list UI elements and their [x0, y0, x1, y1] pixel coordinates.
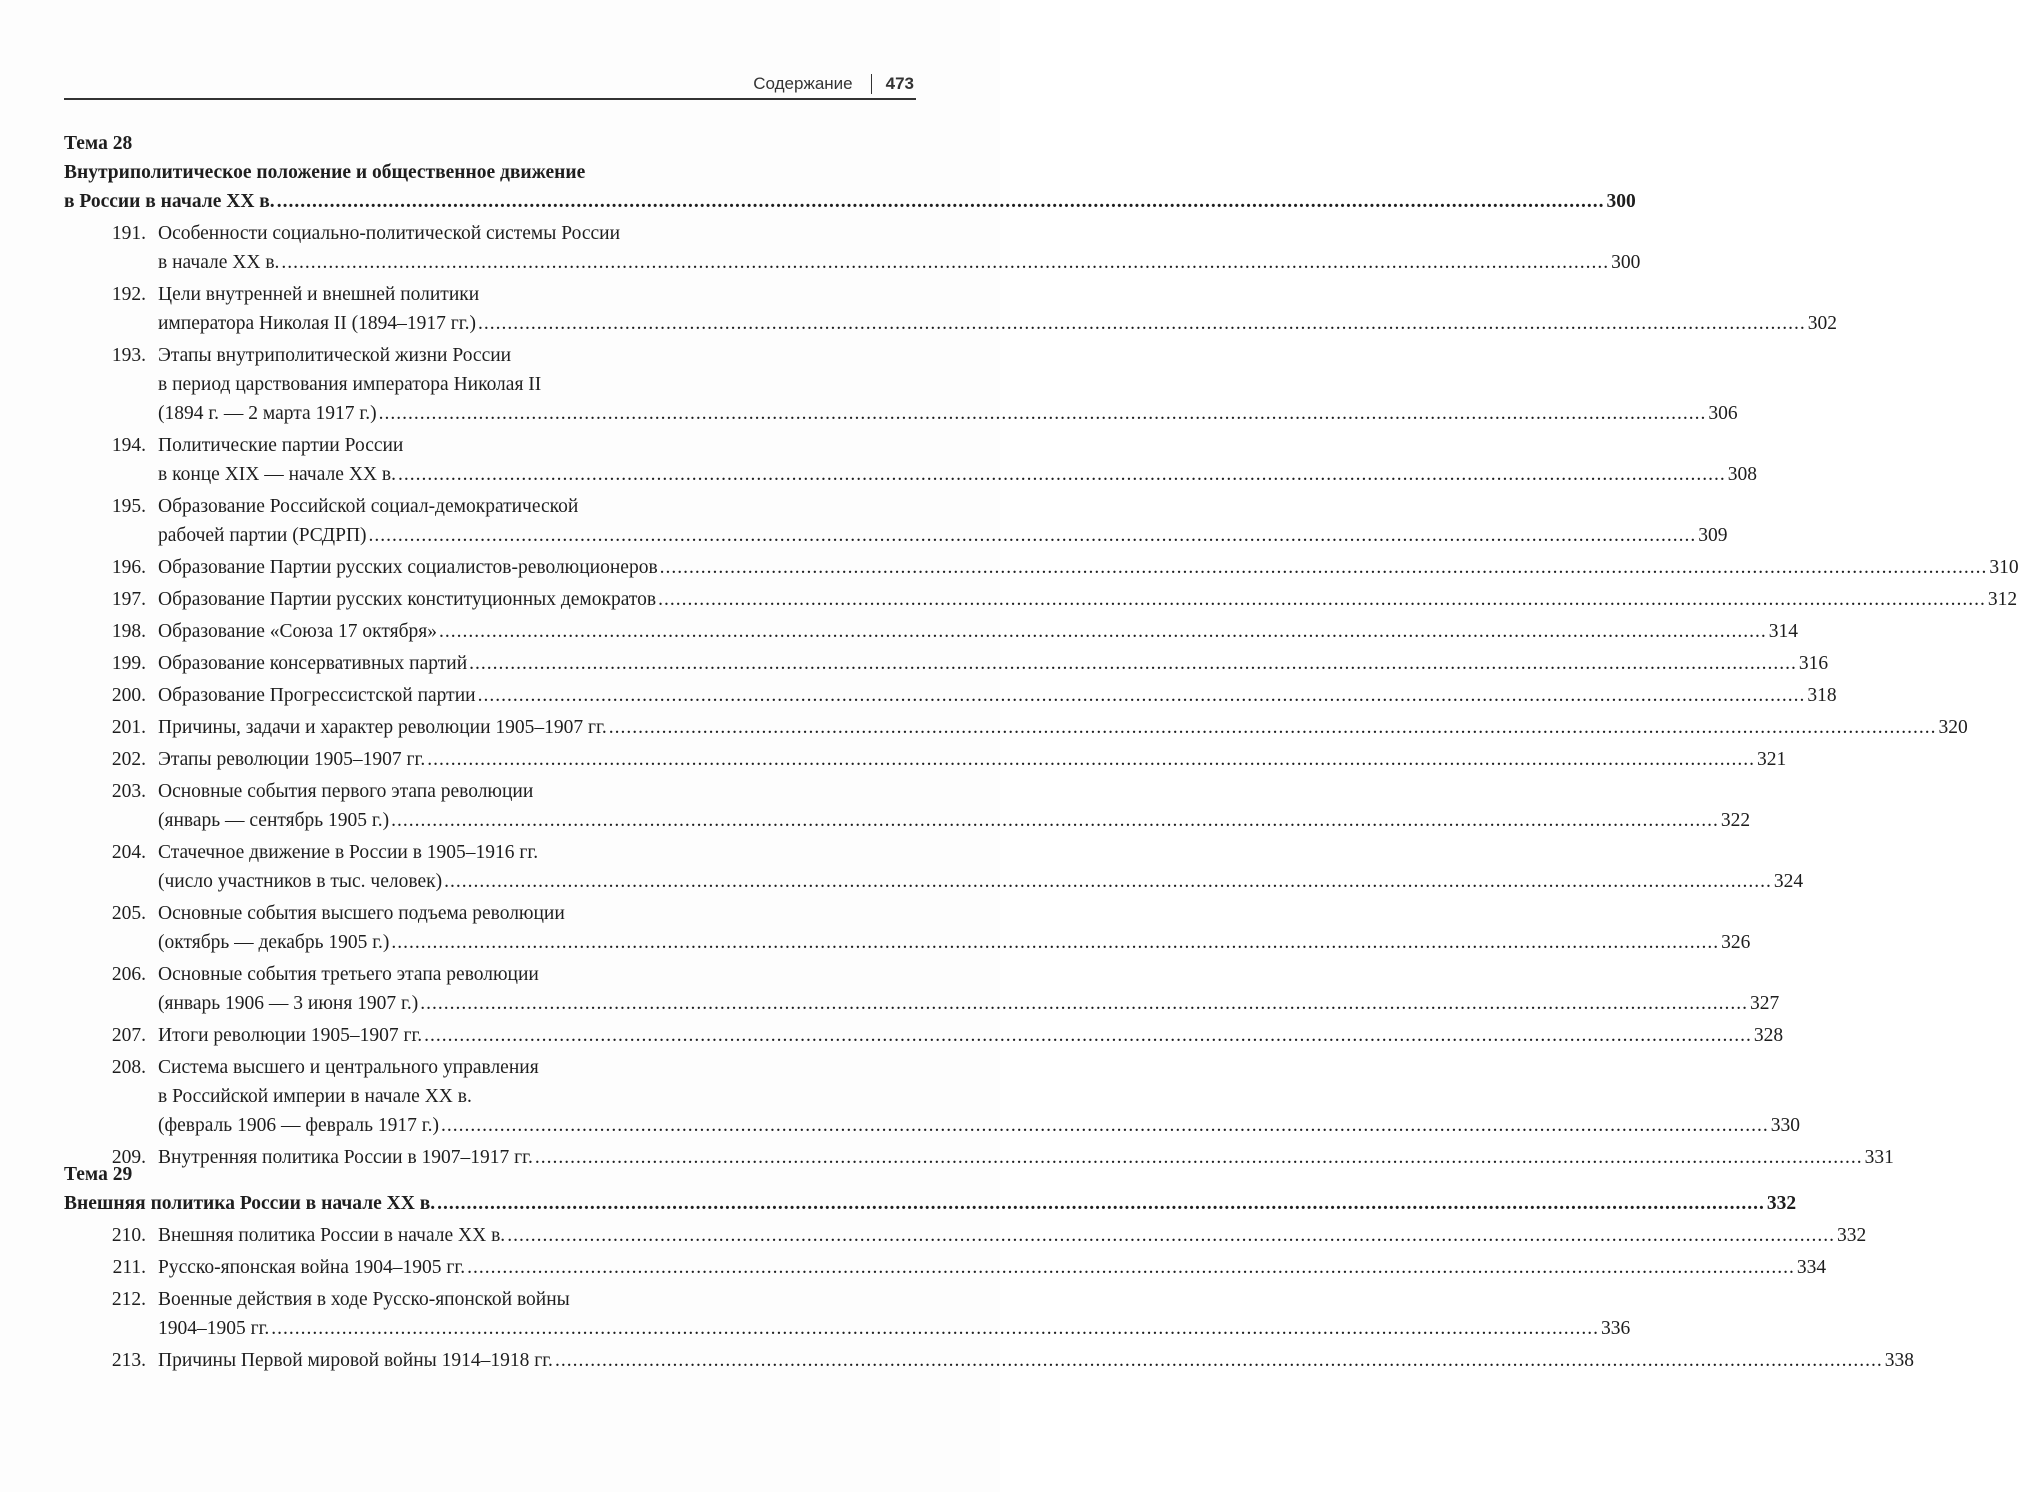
- entry-body: [158, 1346, 1914, 1375]
- entry-body: [158, 777, 1750, 835]
- entry-body: [158, 553, 2019, 582]
- toc-entry[interactable]: [64, 617, 1799, 646]
- entry-text-line: Система высшего и центрального управления: [158, 1057, 539, 1078]
- toc-line: [158, 617, 1798, 646]
- dot-leader: [555, 1346, 1883, 1375]
- entry-text: Образование Прогрессистской партии: [158, 685, 476, 706]
- entry-page: 332: [1836, 1225, 1867, 1246]
- entry-text: (январь 1906 — 3 июня 1907 г.): [158, 993, 419, 1014]
- dot-leader: [507, 1221, 1835, 1250]
- dot-leader: [441, 1111, 1769, 1140]
- entry-page: 316: [1798, 653, 1829, 674]
- toc-entry[interactable]: [64, 1053, 1800, 1140]
- entry-page: 306: [1708, 403, 1738, 424]
- toc-line: [64, 187, 1636, 216]
- entry-number: 211.: [112, 1257, 146, 1278]
- entry-page: 326: [1721, 932, 1751, 953]
- toc-line: [158, 553, 2019, 582]
- dot-leader: [609, 713, 1937, 742]
- entry-number: 205.: [111, 903, 146, 924]
- entry-number: 210.: [111, 1225, 146, 1246]
- entry-page: 334: [1796, 1257, 1827, 1278]
- entry-number: 207.: [111, 1025, 146, 1046]
- dot-leader: [660, 553, 1988, 582]
- theme-label: Тема 28: [64, 133, 133, 154]
- entry-text-line: Цели внутренней и внешней политики: [158, 284, 480, 305]
- entry-page: 309: [1698, 525, 1728, 546]
- entry-body: [158, 1221, 1866, 1250]
- toc-entry[interactable]: [64, 1021, 1784, 1050]
- entry-text: (февраль 1906 — февраль 1917 г.): [158, 1115, 439, 1136]
- entry-text-line: Стачечное движение в России в 1905–1916 гг.: [158, 842, 539, 863]
- toc-entry[interactable]: [64, 1253, 1827, 1282]
- dot-leader: [437, 1189, 1765, 1218]
- entry-body: [158, 585, 2017, 614]
- header-title: Содержание: [753, 74, 853, 93]
- dot-leader: [391, 928, 1719, 957]
- dot-leader: [478, 309, 1806, 338]
- toc-entry[interactable]: [64, 838, 1804, 896]
- toc-line: [158, 248, 1640, 277]
- entry-body: [158, 1253, 1826, 1282]
- toc-entry[interactable]: [64, 681, 1837, 710]
- entry-text: Образование «Союза 17 октября»: [158, 621, 438, 642]
- entry-text: в России в начале XX в.: [64, 191, 275, 212]
- entry-text: императора Николая II (1894–1917 гг.): [158, 313, 476, 334]
- entry-text: 1904–1905 гг.: [158, 1318, 270, 1339]
- toc-line: [158, 460, 1757, 489]
- entry-text: (1894 г. — 2 марта 1917 г.): [158, 403, 377, 424]
- entry-text: Этапы революции 1905–1907 гг.: [158, 749, 426, 770]
- toc-line: [64, 1189, 1797, 1218]
- entry-number: 206.: [111, 964, 146, 985]
- entry-page: 321: [1756, 749, 1787, 770]
- dot-leader: [478, 681, 1806, 710]
- toc-entry[interactable]: [64, 713, 1968, 742]
- entry-page: 318: [1807, 685, 1837, 706]
- toc-line: [158, 681, 1837, 710]
- toc-line: [158, 1221, 1866, 1250]
- theme-label: Тема 29: [64, 1164, 133, 1185]
- entry-page: 332: [1766, 1193, 1797, 1214]
- toc-entry[interactable]: [64, 431, 1757, 489]
- dot-leader: [379, 399, 1707, 428]
- entry-number: 209.: [111, 1147, 146, 1168]
- entry-text: Внешняя политика России в начале XX в.: [158, 1225, 506, 1246]
- toc-line: [158, 867, 1803, 896]
- dot-leader: [420, 989, 1748, 1018]
- toc-line: [158, 806, 1750, 835]
- toc-entry[interactable]: [64, 777, 1751, 835]
- dot-leader: [277, 187, 1605, 216]
- entry-text: Внешняя политика России в начале XX в.: [64, 1193, 436, 1214]
- entry-text: в начале XX в.: [158, 252, 280, 273]
- entry-body: [158, 649, 1828, 678]
- entry-number: 198.: [111, 621, 146, 642]
- dot-leader: [439, 617, 1767, 646]
- dot-leader: [444, 867, 1772, 896]
- entry-text-line: в период царствования императора Николая II: [158, 374, 542, 395]
- entry-body: [158, 713, 1968, 742]
- entry-text-line: Основные события высшего подъема революции: [158, 903, 565, 924]
- entry-number: 193.: [111, 345, 146, 366]
- toc-line: [158, 1346, 1914, 1375]
- entry-text-line: Основные события третьего этапа революции: [158, 964, 539, 985]
- dot-leader: [369, 521, 1697, 550]
- toc-line: [158, 989, 1779, 1018]
- entry-body: [158, 1285, 1630, 1343]
- entry-text: Причины Первой мировой войны 1914–1918 гг.: [158, 1350, 553, 1371]
- entry-text: рабочей партии (РСДРП): [158, 525, 367, 546]
- entry-number: 194.: [111, 435, 146, 456]
- toc-line: [158, 928, 1750, 957]
- toc-section: [64, 129, 2019, 1172]
- toc-line: [158, 309, 1837, 338]
- entry-number: 212.: [111, 1289, 146, 1310]
- toc-entry[interactable]: [64, 492, 1728, 550]
- entry-page: 327: [1749, 993, 1780, 1014]
- entry-page: 338: [1884, 1350, 1914, 1371]
- toc-entry[interactable]: [64, 341, 1738, 428]
- toc-line: [158, 399, 1738, 428]
- entry-page: 324: [1773, 871, 1804, 892]
- entry-text: (январь — сентябрь 1905 г.): [158, 810, 390, 831]
- entry-text: Русско-японская война 1904–1905 гг.: [158, 1257, 466, 1278]
- toc-section: [64, 1160, 1914, 1375]
- entry-body: [158, 431, 1757, 489]
- entry-text-line: Особенности социально-политической системы России: [158, 223, 621, 244]
- dot-leader: [658, 585, 1986, 614]
- entry-body: [158, 219, 1640, 277]
- entry-page: 302: [1807, 313, 1837, 334]
- entry-page: 322: [1720, 810, 1751, 831]
- theme-title-line: Внутриполитическое положение и общественное движение: [64, 162, 586, 183]
- entry-page: 328: [1753, 1025, 1784, 1046]
- dot-leader: [427, 745, 1755, 774]
- entry-page: 312: [1987, 589, 2018, 610]
- toc-entry[interactable]: [64, 280, 1837, 338]
- toc-entry[interactable]: [64, 745, 1787, 774]
- toc-line: [158, 585, 2017, 614]
- entry-text: (число участников в тыс. человек): [158, 871, 443, 892]
- dot-leader: [271, 1314, 1599, 1343]
- entry-text-line: Политические партии России: [158, 435, 404, 456]
- entry-number: 195.: [111, 496, 146, 517]
- entry-text: Образование Партии русских социалистов-революционеров: [158, 557, 658, 578]
- entry-number: 196.: [111, 557, 146, 578]
- entry-page: 314: [1768, 621, 1799, 642]
- entry-text-line: Этапы внутриполитической жизни России: [158, 345, 512, 366]
- toc-entry[interactable]: [64, 1221, 1867, 1250]
- toc-entry[interactable]: [64, 649, 1829, 678]
- dot-leader: [391, 806, 1719, 835]
- toc-line: [158, 745, 1786, 774]
- dot-leader: [398, 460, 1726, 489]
- entry-body: [158, 617, 1798, 646]
- entry-number: 208.: [111, 1057, 146, 1078]
- entry-text-line: Образование Российской социал-демократической: [158, 496, 579, 517]
- entry-number: 201.: [111, 717, 146, 738]
- entry-page: 320: [1938, 717, 1968, 738]
- entry-text: в конце XIX — начале XX в.: [158, 464, 396, 485]
- entry-number: 192.: [111, 284, 146, 305]
- entry-page: 300: [1611, 252, 1641, 273]
- dot-leader: [424, 1021, 1752, 1050]
- entry-number: 204.: [111, 842, 146, 863]
- entry-page: 336: [1601, 1318, 1631, 1339]
- header-separator: [871, 74, 872, 94]
- entry-text: (октябрь — декабрь 1905 г.): [158, 932, 390, 953]
- toc-line: [158, 713, 1968, 742]
- entry-number: 199.: [111, 653, 146, 674]
- entry-text-line: Основные события первого этапа революции: [158, 781, 534, 802]
- entry-text: Образование консервативных партий: [158, 653, 468, 674]
- dot-leader: [467, 1253, 1795, 1282]
- entry-body: [158, 899, 1750, 957]
- toc-entry[interactable]: [64, 1285, 1631, 1343]
- toc-entry[interactable]: [64, 1346, 1914, 1375]
- entry-number: 200.: [111, 685, 146, 706]
- entry-page: 300: [1606, 191, 1636, 212]
- toc-line: [158, 521, 1728, 550]
- entry-page: 310: [1989, 557, 2019, 578]
- entry-page: 308: [1727, 464, 1757, 485]
- entry-number: 202.: [111, 749, 146, 770]
- toc-entry[interactable]: [64, 553, 2019, 582]
- entry-number: 197.: [111, 589, 146, 610]
- entry-number: 213.: [111, 1350, 146, 1371]
- entry-body: [158, 681, 1837, 710]
- toc-line: [158, 649, 1828, 678]
- entry-text: Образование Партии русских конституционных демократов: [158, 589, 657, 610]
- entry-number: 191.: [111, 223, 146, 244]
- entry-body: [158, 1021, 1783, 1050]
- toc-line: [158, 1021, 1783, 1050]
- toc-line: [158, 1253, 1826, 1282]
- entry-body: [158, 745, 1786, 774]
- entry-body: [158, 838, 1803, 896]
- dot-leader: [281, 248, 1609, 277]
- entry-text: Внутренняя политика России в 1907–1917 гг.: [158, 1147, 533, 1168]
- page-number: 473: [885, 74, 914, 93]
- entry-number: 203.: [111, 781, 146, 802]
- entry-body: [158, 280, 1837, 338]
- entry-page: 330: [1770, 1115, 1800, 1136]
- entry-text: Причины, задачи и характер революции 1905–1907 гг.: [158, 717, 607, 738]
- toc-entry[interactable]: [64, 960, 1780, 1018]
- entry-body: [158, 1053, 1800, 1140]
- toc-entry[interactable]: [64, 585, 2018, 614]
- toc-line: [158, 1111, 1800, 1140]
- toc-entry[interactable]: [64, 219, 1641, 277]
- entry-text-line: Военные действия в ходе Русско-японской войны: [158, 1289, 570, 1310]
- entry-text: Итоги революции 1905–1907 гг.: [158, 1025, 423, 1046]
- dot-leader: [469, 649, 1797, 678]
- entry-body: [158, 341, 1738, 428]
- toc-line: [158, 1314, 1630, 1343]
- entry-body: [158, 960, 1779, 1018]
- toc-entry[interactable]: [64, 899, 1751, 957]
- entry-text-line: в Российской империи в начале XX в.: [158, 1086, 472, 1107]
- header-rule: [64, 98, 916, 100]
- entry-page: 331: [1864, 1147, 1894, 1168]
- entry-body: [158, 492, 1728, 550]
- running-header: [753, 74, 914, 94]
